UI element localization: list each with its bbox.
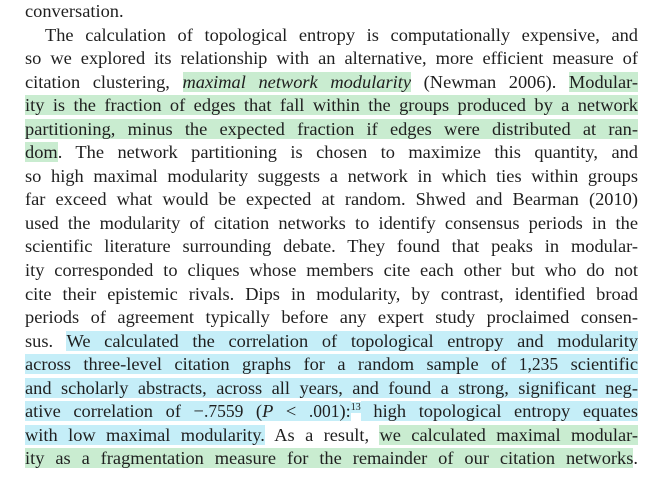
highlighted-text: 1,235 [518, 354, 559, 375]
text-segment: ity corresponded to cliques whose members cite each other but who do not [25, 260, 638, 281]
text-line [25, 330, 638, 354]
highlighted-text: We calculated the correlation of topological entropy and modularity [66, 330, 638, 351]
text-segment: used the modularity of citation networks to identify consensus periods in the [25, 212, 638, 233]
text-line [25, 24, 638, 48]
text-line [25, 47, 638, 71]
highlighted-text: ity is the fraction of edges that fall within the groups produced by a network [25, 95, 638, 116]
text-segment: . The network partitioning is chosen to maximize this quantity, and [57, 142, 638, 163]
text-segment: scientific literature surrounding debate. They found that peaks in modular- [25, 236, 638, 257]
highlighted-text: ity as a fragmentation measure for the remainder of our citation networks [25, 448, 634, 469]
highlighted-text: dom [25, 142, 58, 163]
highlighted-text: high topological entropy equates [360, 401, 638, 422]
text-line [25, 212, 638, 236]
text-line [25, 306, 638, 330]
highlighted-text: ative correlation of − [25, 401, 204, 422]
document-page [25, 0, 638, 471]
highlighted-text: P [262, 401, 274, 422]
text-segment: conversation. [25, 1, 124, 21]
text-line [25, 118, 638, 142]
highlighted-text: scientific [558, 354, 638, 375]
text-segment: so high maximal modularity suggests a network in which ties within groups [25, 165, 638, 186]
text-segment: As a result, [264, 424, 380, 445]
text-line [25, 377, 638, 401]
text-line [25, 283, 638, 307]
text-segment: cite their epistemic rivals. Dips in modularity, by contrast, identified broad [25, 283, 638, 304]
highlighted-text: and scholarly abstracts, across all years, and found a strong, significant neg- [25, 377, 638, 398]
text-line [25, 259, 638, 283]
text-segment: The calculation of topological entropy is computationally expensive, and [45, 24, 638, 45]
highlighted-text: partitioning, minus the expected fraction if edges were distributed at ran- [25, 118, 638, 139]
text-line [25, 0, 638, 24]
highlighted-text: we calculated maximal modular- [379, 424, 638, 445]
text-line [25, 447, 638, 471]
text-segment: so we explored its relationship with an alternative, more efficient measure of [25, 48, 638, 69]
footnote-marker: 13 [350, 402, 361, 414]
highlighted-text: across three-level citation graphs for a random sample of [25, 354, 519, 375]
text-segment: . [633, 448, 638, 469]
highlighted-text: maximal network modularity [182, 71, 412, 92]
highlighted-text: < [273, 401, 309, 422]
highlighted-text: .001 [308, 401, 340, 422]
highlighted-text: ( [243, 401, 263, 422]
text-line [25, 94, 638, 118]
highlighted-text: ): [339, 401, 351, 422]
text-line [25, 400, 638, 424]
highlighted-text: .7559 [203, 401, 244, 422]
text-line [25, 141, 638, 165]
highlighted-text: with low maximal modularity. [25, 424, 265, 445]
text-segment: citation clustering, [25, 71, 183, 92]
text-segment: far exceed what would be expected at random. Shwed and Bearman (2010) [25, 189, 638, 210]
highlighted-text: Modular- [568, 71, 639, 92]
text-line [25, 353, 638, 377]
text-segment: (Newman 2006). [411, 71, 569, 92]
text-line [25, 424, 638, 448]
text-line [25, 71, 638, 95]
text-line [25, 188, 638, 212]
text-line [25, 235, 638, 259]
text-segment: sus. [25, 330, 67, 351]
text-segment: periods of agreement typically before any expert study proclaimed consen- [25, 307, 638, 328]
text-line [25, 165, 638, 189]
